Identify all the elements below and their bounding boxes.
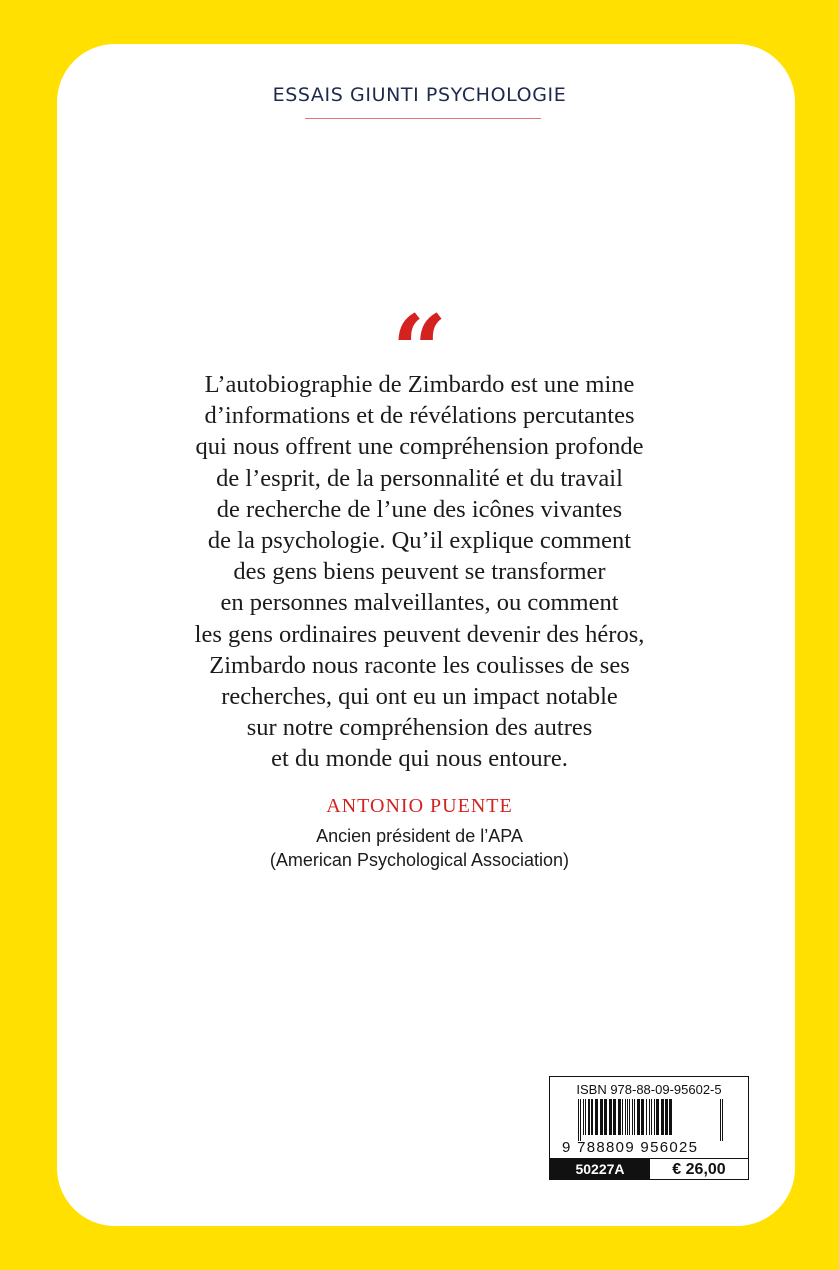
quote-line: recherches, qui ont eu un impact notable [221, 683, 618, 711]
quote-line: de la psychologie. Qu’il explique comment [207, 527, 632, 555]
quote-line: les gens ordinaires peuvent devenir des héros, [194, 620, 645, 648]
barcode-bar [591, 1099, 593, 1135]
barcode-bar [625, 1099, 626, 1135]
barcode-bar [583, 1099, 584, 1135]
barcode-guard-bar [580, 1099, 581, 1141]
barcode-icon [578, 1099, 724, 1141]
barcode-bar [641, 1099, 644, 1135]
barcode-bar [637, 1099, 640, 1135]
endorsement-quote [0, 369, 839, 775]
isbn-barcode-box [549, 1076, 749, 1180]
series-title: ESSAIS GIUNTI PSYCHOLOGIE [272, 84, 567, 106]
barcode-guard-bar [722, 1099, 723, 1141]
barcode-bar [618, 1099, 621, 1135]
series-divider [305, 118, 541, 119]
barcode-bar [661, 1099, 664, 1135]
barcode-bar [629, 1099, 630, 1135]
barcode-bar [600, 1099, 603, 1135]
quote-line: qui nous offrent une compréhension profonde [195, 433, 644, 461]
barcode-bar [656, 1099, 659, 1135]
barcode-bar [654, 1099, 655, 1135]
author-role-line: Ancien président de l’APA [316, 826, 523, 846]
price-label: € 26,00 [672, 1161, 726, 1178]
product-code: 50227A [550, 1159, 650, 1180]
barcode-bar [622, 1099, 623, 1135]
quote-line: sur notre compréhension des autres [246, 714, 593, 742]
quote-line: de l’esprit, de la personnalité et du travail [216, 464, 623, 492]
quote-author: ANTONIO PUENTE [326, 795, 513, 817]
barcode-guard-bar [578, 1099, 579, 1141]
quote-line: de recherche de l’une des icônes vivantes [216, 495, 623, 523]
quotation-mark-icon: “ [391, 294, 448, 407]
barcode-bar [609, 1099, 612, 1135]
quote-line: et du monde qui nous entoure. [271, 745, 568, 773]
barcode-bar [604, 1099, 607, 1135]
barcode-bar [634, 1099, 635, 1135]
barcode-bar [627, 1099, 628, 1135]
barcode-bar [585, 1099, 586, 1135]
barcode-bar [646, 1099, 647, 1135]
barcode-bar [595, 1099, 598, 1135]
quote-line: Zimbardo nous raconte les coulisses de ses [209, 651, 630, 679]
quote-line: d’informations et de révélations percutantes [204, 402, 635, 430]
barcode-guard-bar [720, 1099, 721, 1141]
barcode-bar [651, 1099, 652, 1135]
barcode-bar [632, 1099, 633, 1135]
barcode-bar [649, 1099, 650, 1135]
barcode-bar [669, 1099, 672, 1135]
author-role [0, 824, 839, 872]
quote-line: des gens biens peuvent se transformer [233, 558, 606, 586]
quote-line: L’autobiographie de Zimbardo est une mine [204, 371, 635, 398]
barcode-bar [613, 1099, 616, 1135]
quote-line: en personnes malveillantes, ou comment [220, 589, 619, 617]
author-role-line: (American Psychological Association) [269, 850, 570, 870]
isbn-label: ISBN 978-88-09-95602-5 [576, 1082, 722, 1097]
barcode-digits: 9 788809 956025 [562, 1139, 699, 1156]
barcode-bar [588, 1099, 590, 1135]
barcode-bar [665, 1099, 668, 1135]
